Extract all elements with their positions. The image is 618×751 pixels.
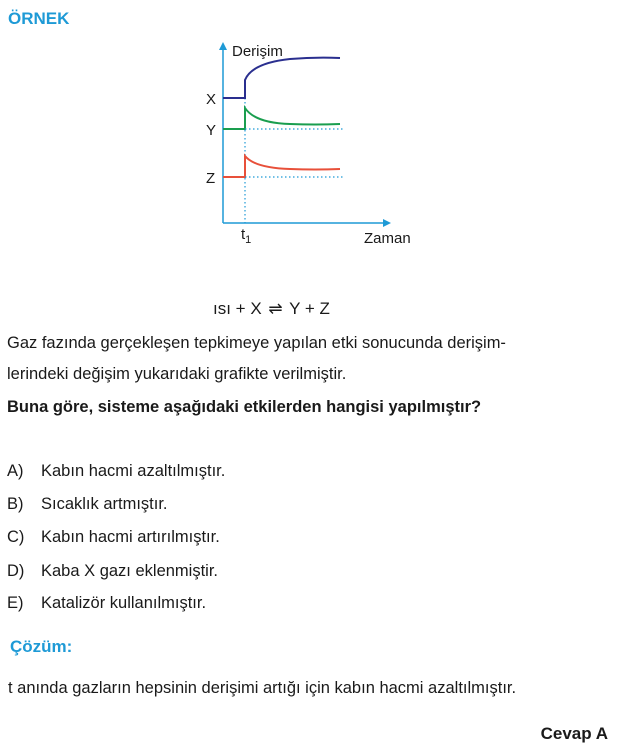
option-a[interactable] xyxy=(7,462,225,481)
y-curve-label: Y xyxy=(206,122,217,139)
y-axis-label: Derişim xyxy=(232,43,283,60)
option-letter: C) xyxy=(7,528,25,546)
reaction-equation xyxy=(213,299,330,319)
question-line-1: Gaz fazında gerçekleşen tepkimeye yapılan etki sonucunda derişim- xyxy=(7,334,506,352)
equation-right: Y + Z xyxy=(289,299,330,318)
x-axis-arrow-icon xyxy=(383,219,391,227)
x-axis-label: Zaman xyxy=(364,230,411,247)
option-letter: A) xyxy=(7,462,24,480)
answer-label: Cevap A xyxy=(540,724,608,743)
option-c[interactable] xyxy=(7,528,220,547)
option-text: Katalizör kullanılmıştır. xyxy=(41,594,207,612)
option-letter: B) xyxy=(7,495,24,513)
z-curve-label: Z xyxy=(206,170,216,187)
concentration-time-graph xyxy=(190,38,430,248)
option-d[interactable] xyxy=(7,562,218,581)
option-letter: E) xyxy=(7,594,24,612)
question-prompt: Buna göre, sisteme aşağıdaki etkilerden hangisi yapılmıştır? xyxy=(7,398,482,416)
question-line-2: lerindeki değişim yukarıdaki grafikte verilmiştir. xyxy=(7,365,347,383)
option-letter: D) xyxy=(7,562,25,580)
equation-left: ısı + X xyxy=(213,299,262,318)
example-heading: ÖRNEK xyxy=(8,9,70,28)
option-text: Kaba X gazı eklenmiştir. xyxy=(41,562,219,580)
option-text: Kabın hacmi artırılmıştır. xyxy=(41,528,220,546)
solution-text: t anında gazların hepsinin derişimi artığı için kabın hacmi azaltılmıştır. xyxy=(8,679,517,697)
z-curve xyxy=(223,156,340,177)
option-text: Sıcaklık artmıştır. xyxy=(41,495,168,513)
y-curve xyxy=(223,108,340,129)
t1-label: $t_1$ xyxy=(241,226,252,246)
solution-heading: Çözüm: xyxy=(10,637,73,656)
x-curve-label: X xyxy=(206,91,217,108)
equilibrium-arrow-icon: ⇌ xyxy=(268,299,283,318)
option-b[interactable] xyxy=(7,495,168,514)
y-axis-arrow-icon xyxy=(219,42,227,50)
option-text: Kabın hacmi azaltılmıştır. xyxy=(41,462,226,480)
x-curve xyxy=(223,58,340,98)
option-e[interactable] xyxy=(7,594,206,613)
